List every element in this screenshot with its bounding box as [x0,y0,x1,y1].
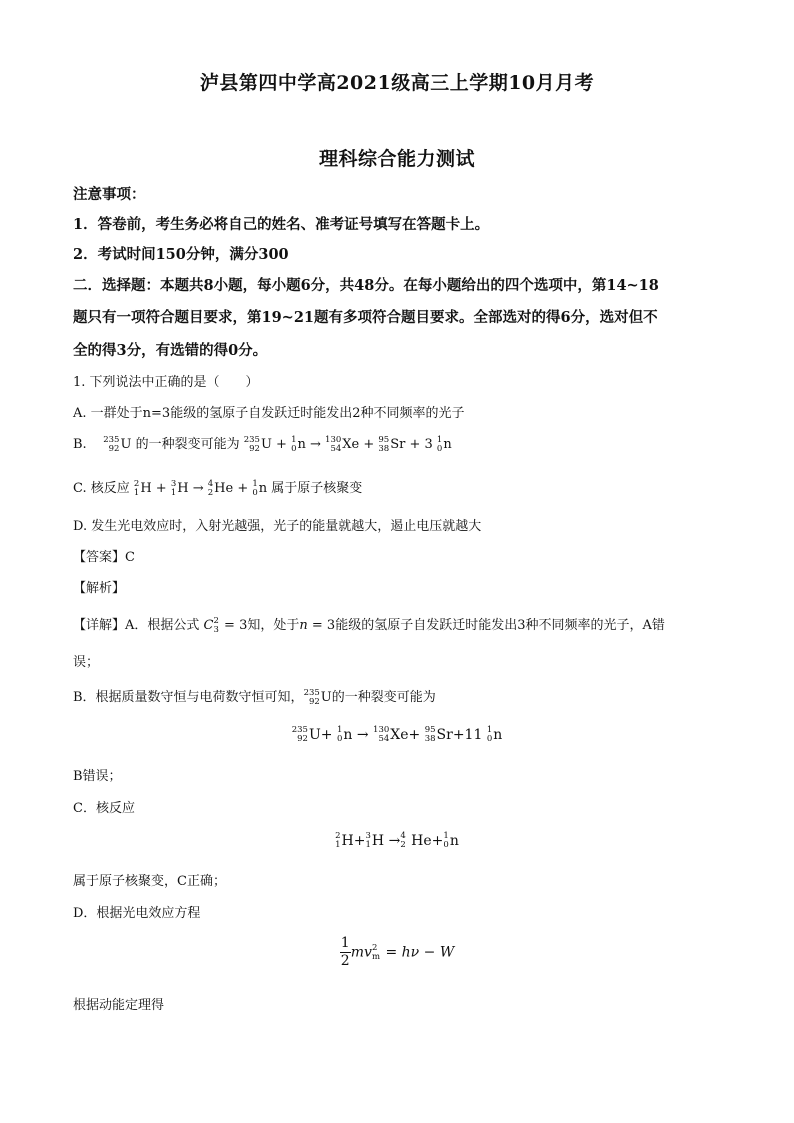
option-d: D. 发生光电效应时，入射光越强，光子的能量就越大，遏止电压就越大 [73,519,482,534]
fission-equation-display: 235 92 U+ 1 0 n → 130 54 Xe+ 95 38 Sr+11 1 0 n [291,725,503,744]
detail-b-text-2: 的一种裂变可能为 [331,690,436,705]
detail-a-continuation: 误； [73,655,100,670]
detail-b-line: B．根据质量数守恒与电荷数守恒可知， 235 92 U的一种裂变可能为 [73,687,436,707]
question-stem: 1. 下列说法中正确的是（ ） [73,375,259,390]
detail-a-part1: A．根据公式 [125,618,200,633]
detail-label: 【详解】 [73,618,126,633]
detail-b-text: B．根据质量数守恒与电荷数守恒可知， [73,690,304,705]
fusion-equation: 2 1 H + 3 1 H → 4 2 He + 1 0 n [133,478,268,498]
fusion-equation-display: 2 1 H+ 3 1 H → 4 2 He+ 1 0 n [335,831,459,850]
section-instruction-line-1: 二．选择题：本题共8小题，每小题6分，共48分。在每小题给出的四个选项中，第14~18 [73,277,659,294]
option-b [73,433,452,454]
option-a: A. 一群处于n=3能级的氢原子自发跃迁时能发出2种不同频率的光子 [73,406,465,421]
notice-item-1: 1．答卷前，考生务必将自己的姓名、准考证号填写在答题卡上。 [73,216,490,233]
exam-title: 泸县第四中学高2021级高三上学期10月月考 [199,72,595,94]
option-b-text: 的一种裂变可能为 [135,437,240,452]
answer-label: 【答案】 [73,550,126,565]
detail-d-line: D．根据光电效应方程 [73,906,201,921]
option-c [73,477,362,498]
detail-b-conclusion: B错误； [73,769,122,784]
detail-c-line: C．核反应 [73,801,135,816]
option-c-prefix: C. 核反应 [73,481,130,496]
detail-a-part2: 知，处于 [247,618,300,633]
option-c-suffix: 属于原子核聚变 [271,481,363,496]
answer-value: C [125,550,135,565]
analysis-label: 【解析】 [73,581,126,596]
notice-item-2: 2．考试时间150分钟，满分300 [73,246,289,263]
photoelectric-equation-display: $\frac{1}{2}$ mv 2 m = hν − W [340,935,455,969]
detail-c-conclusion: 属于原子核聚变，C正确； [73,874,226,889]
detail-a-part3: 能级的氢原子自发跃迁时能发出3种不同频率的光子，A错 [335,618,665,633]
detail-d-continuation: 根据动能定理得 [73,998,165,1013]
section-instruction-line-2: 题只有一项符合题目要求，第19~21题有多项符合题目要求。全部选对的得6分，选对但不 [73,309,658,326]
exam-subtitle: 理科综合能力测试 [318,148,475,170]
answer-line [73,546,135,565]
option-b-prefix: B. [73,437,87,452]
section-instruction-line-3: 全的得3分，有选错的得0分。 [73,342,268,359]
fission-equation: 235 92 U + 1 0 n → 130 54 Xe + 95 38 Sr + 3 1 0 n [243,434,452,454]
notice-heading: 注意事项： [73,186,146,203]
detail-a-line: 【详解】A．根据公式 C 2 3 = 3知，处于n = 3能级的氢原子自发跃迁时能发出3种不同频率的光子，A错 [73,615,665,635]
uranium-symbol: 235 92 U [103,434,132,454]
